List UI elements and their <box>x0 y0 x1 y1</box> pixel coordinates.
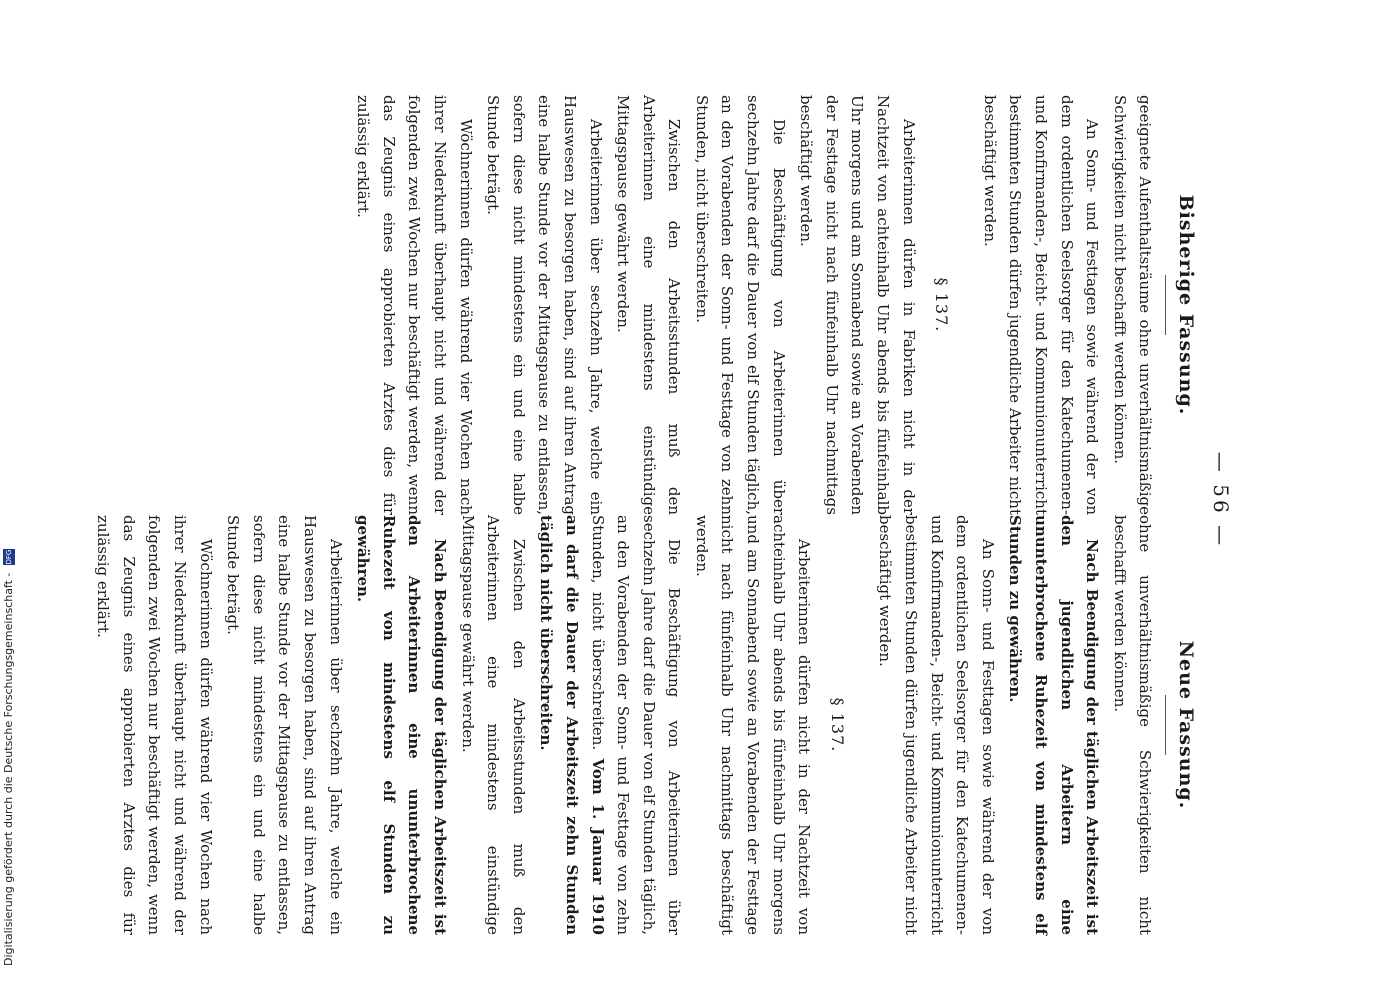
paragraph-text: Arbeiterinnen über sechzehn Jahre, welche ein Hauswesen zu besorgen haben, sind auf ihren Antrag eine halbe Stunde vor der Mittagspause zu entlassen, sofern diese nicht mindestens ein und eine halbe Stunde beträgt. <box>484 95 605 515</box>
paragraph <box>1002 515 1104 935</box>
paragraph <box>793 95 921 515</box>
paragraph <box>688 95 790 515</box>
paragraph-text: Nach Beendigung der täglichen Arbeitszeit ist den Arbeiterinnen eine ununterbrochene Ruhezeit von mindestens elf Stunden zu gewähren. <box>354 515 449 935</box>
paragraph <box>688 515 816 935</box>
paragraph-text: An Sonn- und Festtagen sowie während der von dem ordentlichen Seelsorger für den Katechumenen- und Konfirmanden-, Beicht- und Kommunionunterricht bestimmten Stunden dürfen jugendliche Arbeiter nicht beschäftigt werden. <box>980 95 1102 515</box>
dfg-logo-icon: DFG <box>5 549 13 565</box>
paragraph-bold-amendment: Vom 1. Januar 1910 an darf die Dauer der Arbeitszeit zehn Stunden täglich nicht überschreiten. <box>537 515 607 935</box>
paragraph-text: Arbeiterinnen dürfen nicht in der Nachtzeit von achteinhalb Uhr abends bis fünfeinhalb Uhr morgens und am Sonnabend sowie an Vorabenden der Festtage nicht nach fünfeinhalb Uhr nachmittags beschäftigt werden. <box>692 515 814 935</box>
paragraph-text: An Sonn- und Festtagen sowie während der von dem ordentlichen Seelsorger für den Katechumenen- und Konfirmanden-, Beicht- und Kommunionunterricht bestimmten Stunden dürfen jugendliche Arbeiter nicht beschäftigt werden. <box>876 515 997 935</box>
paragraph-text: Wöchnerinnen dürfen während vier Wochen nach ihrer Niederkunft überhaupt nicht und während der folgenden zwei Wochen nur beschäftigt werden, wenn das Zeugnis eines approbierten Arztes dies für zulässig erklärt. <box>94 515 215 935</box>
left-section-paragraphs <box>350 95 921 515</box>
right-column <box>88 515 1198 935</box>
paragraph <box>454 515 531 935</box>
left-column-title: Bisherige Fassung. <box>1175 194 1197 416</box>
paragraph-text: Zwischen den Arbeitsstunden muß den Arbeiterinnen eine mindestens einstündige Mittagspause gewährt werden. <box>458 515 528 935</box>
paragraph <box>610 95 687 515</box>
left-intro-paragraphs <box>976 95 1157 515</box>
paragraph-text: Arbeiterinnen dürfen in Fabriken nicht in der Nachtzeit von achteinhalb Uhr abends bis fünfeinhalb Uhr morgens und am Sonnabend sowie an Vorabenden der Festtage nicht nach fünfeinhalb Uhr nachmittags beschäftigt werden. <box>797 95 918 515</box>
paragraph-text: Zwischen den Arbeitsstunden muß den Arbeiterinnen eine mindestens einstündige Mittagspause gewährt werden. <box>614 95 684 515</box>
page-number: — 56 — <box>1209 451 1233 549</box>
left-section-heading: § 137. <box>932 277 952 333</box>
paragraph <box>1106 95 1157 515</box>
paragraph-text: Arbeiterinnen über sechzehn Jahre, welche ein Hauswesen zu besorgen haben, sind auf ihren Antrag eine halbe Stunde vor der Mittagspause zu entlassen, sofern diese nicht mindestens ein und eine halbe Stunde beträgt. <box>224 515 345 935</box>
paragraph <box>220 515 348 935</box>
footer <box>0 0 30 1000</box>
paragraph-text: Die Beschäftigung von Arbeiterinnen über sechzehn Jahre darf die Dauer von elf Stunden täglich, an den Vorabenden der Sonn- und Festtage von zehn Stunden, nicht überschreiten. <box>588 515 684 935</box>
title-rule <box>1165 275 1166 335</box>
title-rule <box>1165 695 1166 755</box>
paragraph <box>872 515 1000 935</box>
paragraph <box>480 95 608 515</box>
paragraph <box>350 95 478 515</box>
paragraph-text: Wöchnerinnen dürfen während vier Wochen nach ihrer Niederkunft überhaupt nicht und während der folgenden zwei Wochen nur beschäftigt werden, wenn das Zeugnis eines approbierten Arztes dies für zulässig erklärt. <box>354 95 475 515</box>
right-section-heading: § 137. <box>827 697 847 753</box>
right-intro-paragraphs <box>872 515 1158 935</box>
paragraph-text: geeignete Aufenthaltsräume ohne unverhältnismäßige Schwierigkeiten nicht beschafft werden können. <box>1110 95 1155 515</box>
paragraph <box>533 515 687 935</box>
right-section-paragraphs <box>90 515 817 935</box>
paragraph <box>976 95 1104 515</box>
paragraph-text: ohne unverhältnismäßige Schwierigkeiten nicht beschafft werden können. <box>1110 515 1155 935</box>
paragraph <box>1106 515 1157 935</box>
footer-credit <box>2 549 15 966</box>
right-column-title: Neue Fassung. <box>1175 640 1197 810</box>
paragraph <box>350 515 452 935</box>
paragraph-text: Nach Beendigung der täglichen Arbeitszeit ist den jugendlichen Arbeitern eine ununterbrochene Ruhezeit von mindestens elf Stunden zu gewähren. <box>1006 515 1102 935</box>
paragraph <box>90 515 218 935</box>
left-column <box>348 95 1198 515</box>
footer-credit-text: Digitalisierung gefördert durch die Deutsche Forschungsgemeinschaft - <box>2 572 15 966</box>
paragraph-text: Die Beschäftigung von Arbeiterinnen über sechzehn Jahre darf die Dauer von elf Stunden täglich, an den Vorabenden der Sonn- und Festtage von zehn Stunden, nicht überschreiten. <box>692 95 788 515</box>
